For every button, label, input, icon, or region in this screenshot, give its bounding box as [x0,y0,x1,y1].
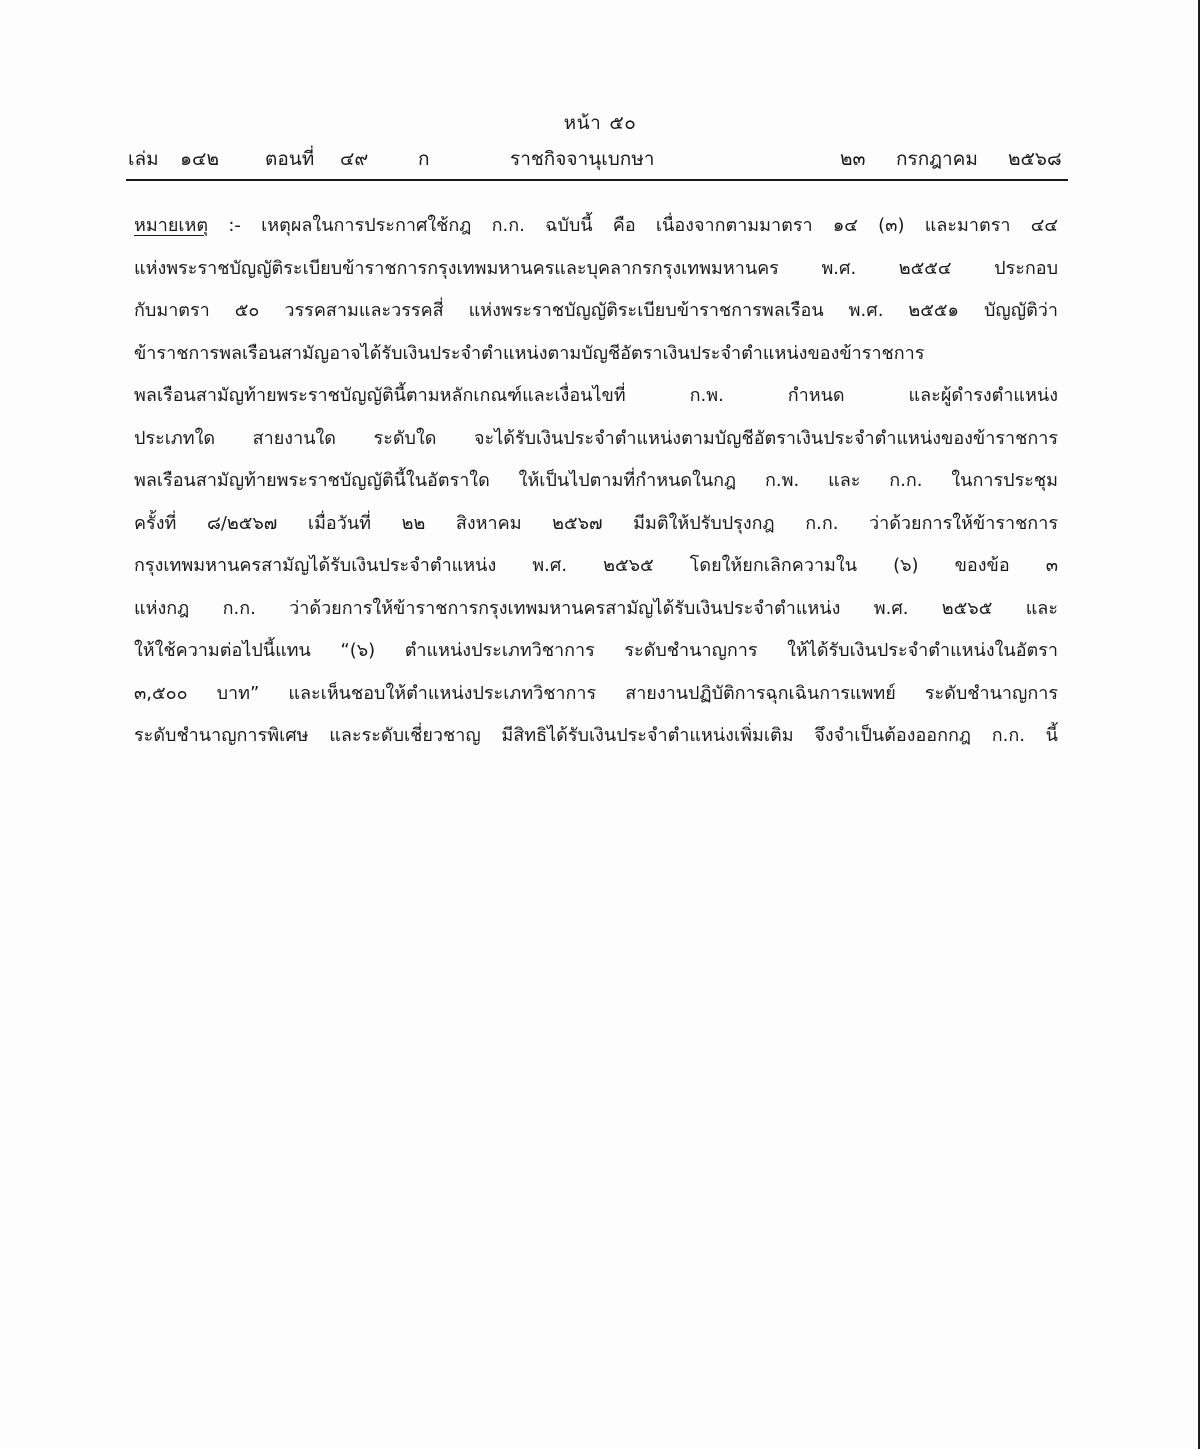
note-line: ให้ใช้ความต่อไปนี้แทน “(๖) ตำแหน่งประเภทวิชาการ ระดับชำนาญการ ให้ได้รับเงินประจำตำแหน่งในอัตรา [134,640,1058,661]
header-divider [126,179,1068,181]
note-line: ครั้งที่ ๘/๒๕๖๗ เมื่อวันที่ ๒๒ สิงหาคม ๒๕๖๗ มีมติให้ปรับปรุงกฎ ก.ก. ว่าด้วยการให้ข้าราชการ [134,512,1058,534]
note-line: ข้าราชการพลเรือนสามัญอาจได้รับเงินประจำตำแหน่งตามบัญชีอัตราเงินประจำตำแหน่งของข้าราชการ [134,342,925,364]
date-year: ๒๕๖๘ [1008,148,1062,170]
page-label: หน้า [563,112,602,134]
note-line: กรุงเทพมหานครสามัญได้รับเงินประจำตำแหน่ง พ.ศ. ๒๕๖๕ โดยให้ยกเลิกความใน (๖) ของข้อ ๓ [134,555,1058,576]
note-line: พลเรือนสามัญท้ายพระราชบัญญัตินี้ในอัตราใด ให้เป็นไปตามที่กำหนดในกฎ ก.พ. และ ก.ก. ในการประชุม [134,470,1058,491]
note-line: แห่งกฎ ก.ก. ว่าด้วยการให้ข้าราชการกรุงเทพมหานครสามัญได้รับเงินประจำตำแหน่ง พ.ศ. ๒๕๖๕ และ [134,597,1058,619]
volume-label: เล่ม [128,148,159,170]
note-line: พลเรือนสามัญท้ายพระราชบัญญัตินี้ตามหลักเกณฑ์และเงื่อนไขที่ ก.พ. กำหนด และผู้ดำรงตำแหน่ง [134,385,1058,406]
section-number: ๔๙ [340,148,369,170]
gazette-header [128,144,1068,174]
note-line: ประเภทใด สายงานใด ระดับใด จะได้รับเงินประจำตำแหน่งตามบัญชีอัตราเงินประจำตำแหน่งของข้าราชการ [134,427,1058,449]
volume-number: ๑๔๒ [180,148,219,170]
note-line: ระดับชำนาญการพิเศษ และระดับเชี่ยวชาญ มีสิทธิได้รับเงินประจำตำแหน่งเพิ่มเติม จึงจำเป็นต้องออกกฎ ก.ก. นี้ [134,725,1058,746]
date-month: กรกฎาคม [896,148,978,170]
note-line: แห่งพระราชบัญญัติระเบียบข้าราชการกรุงเทพมหานครและบุคลากรกรุงเทพมหานคร พ.ศ. ๒๕๕๔ ประกอบ [134,257,1058,279]
note-line: หมายเหตุ :- เหตุผลในการประกาศใช้กฎ ก.ก. ฉบับนี้ คือ เนื่องจากตามมาตรา ๑๔ (๓) และมาตรา ๔๔ [134,215,1058,236]
note-line: ๓,๕๐๐ บาท” และเห็นชอบให้ตำแหน่งประเภทวิชาการ สายงานปฏิบัติการฉุกเฉินการแพทย์ ระดับชำนาญการ [134,682,1058,704]
page-number-value: ๕๐ [609,112,637,134]
page-number [0,108,1200,138]
note-label: หมายเหตุ [134,215,209,236]
section-letter: ก [418,148,430,170]
note-line: กับมาตรา ๕๐ วรรคสามและวรรคสี่ แห่งพระราชบัญญัติระเบียบข้าราชการพลเรือน พ.ศ. ๒๕๕๑ บัญญัติว่า [134,300,1058,321]
note-paragraph [134,205,1058,758]
date-day: ๒๓ [840,148,866,170]
section-label: ตอนที่ [265,148,315,170]
publication-title: ราชกิจจานุเบกษา [510,148,655,170]
